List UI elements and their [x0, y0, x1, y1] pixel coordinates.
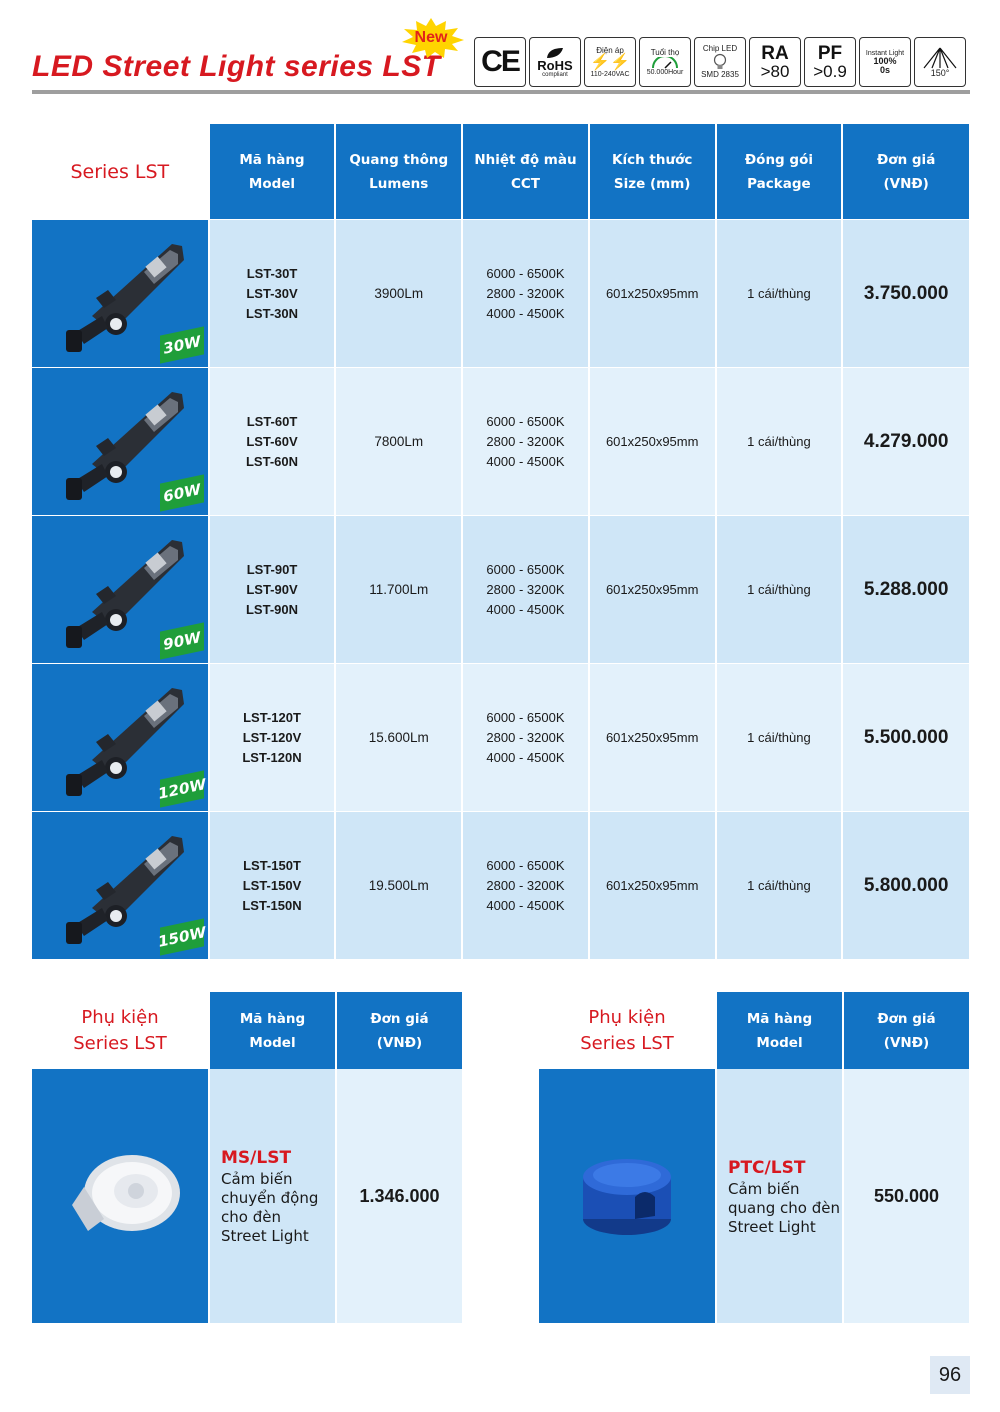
package-cell: 1 cái/thùng: [715, 812, 842, 959]
description-line: Cảm biến: [728, 1179, 800, 1198]
model-code: LST-30N: [245, 305, 298, 321]
table-row: [32, 811, 969, 959]
voltage-value: 110-240VAC: [590, 70, 630, 78]
page-number: 96: [930, 1356, 970, 1394]
wattage-badge: 60W: [160, 474, 204, 511]
ra-label: RA: [761, 43, 789, 64]
model-code: LST-150N: [242, 897, 302, 913]
table-row: [32, 367, 969, 515]
model-code: LST-30V: [246, 285, 298, 301]
column-header-price: [842, 992, 969, 1069]
pf-value: >0.9: [813, 62, 847, 81]
wattage-badge: 30W: [160, 326, 204, 363]
product-image: [32, 1069, 208, 1323]
package-cell: 1 cái/thùng: [715, 516, 842, 663]
header-line: Đơn giá: [370, 1010, 429, 1027]
series-label: Series LST: [32, 124, 208, 219]
model-code: LST-60N: [245, 453, 298, 469]
cct-value: 4000 - 4500K: [486, 305, 565, 321]
certification-icons: [474, 37, 966, 87]
cct-value: 6000 - 6500K: [486, 857, 565, 873]
package-cell: 1 cái/thùng: [715, 220, 842, 367]
lightning-icon: ⚡⚡: [590, 53, 630, 71]
size-cell: 601x250x95mm: [588, 516, 715, 663]
accessory-price: 1.346.000: [335, 1069, 462, 1323]
model-code: LST-120N: [242, 749, 302, 765]
header-line: Kích thước: [612, 151, 693, 168]
model-cell: [208, 220, 335, 367]
model-cell: [208, 664, 335, 811]
lumens-cell: 3900Lm: [334, 220, 461, 367]
header-line: (VNĐ): [883, 175, 929, 192]
column-header-cct: [461, 124, 588, 219]
product-image: [32, 516, 208, 663]
wattage-badge: 90W: [160, 622, 204, 659]
ce-label: CE: [481, 45, 519, 78]
accessory-table-motion-sensor: [32, 992, 462, 1323]
cct-value: 6000 - 6500K: [486, 265, 565, 281]
cct-value: 6000 - 6500K: [486, 709, 565, 725]
beam-icon: [922, 47, 958, 69]
model-code: LST-60T: [246, 413, 298, 429]
table-row: [32, 663, 969, 811]
lumens-cell: 15.600Lm: [334, 664, 461, 811]
model-cell: [208, 812, 335, 959]
header-line: Mã hàng: [239, 151, 305, 168]
column-header-price: [841, 124, 969, 219]
chip-value: SMD 2835: [701, 70, 739, 79]
model-cell: [208, 516, 335, 663]
voltage-label: Điện áp: [596, 45, 624, 55]
model-code: LST-90T: [246, 561, 298, 577]
cct-value: 2800 - 3200K: [486, 581, 565, 597]
price-cell: 5.800.000: [841, 812, 969, 959]
accessory-label: [32, 992, 208, 1069]
header-line: Model: [248, 175, 296, 192]
package-cell: 1 cái/thùng: [715, 368, 842, 515]
lifetime-value: 50.000Hour: [646, 68, 684, 76]
model-code: LST-90V: [246, 581, 298, 597]
model-code: LST-120T: [243, 709, 301, 725]
product-image: [32, 220, 208, 367]
lifetime-label: Tuổi thọ: [650, 47, 680, 57]
accessory-table-photocell: [539, 992, 969, 1323]
model-code: LST-90N: [245, 601, 298, 617]
accessory-label-line: Phụ kiện: [588, 1006, 666, 1028]
column-header-price: [335, 992, 462, 1069]
header-line: Model: [249, 1034, 296, 1051]
column-header-lumens: [334, 124, 461, 219]
cct-value: 4000 - 4500K: [486, 749, 565, 765]
cct-value: 6000 - 6500K: [486, 413, 565, 429]
model-code: LST-60V: [246, 433, 298, 449]
description-line: quang cho đèn: [728, 1198, 840, 1217]
lumens-cell: 11.700Lm: [334, 516, 461, 663]
cct-value: 2800 - 3200K: [486, 285, 565, 301]
column-header-package: [715, 124, 842, 219]
package-cell: 1 cái/thùng: [715, 664, 842, 811]
cct-value: 4000 - 4500K: [486, 453, 565, 469]
product-image: [32, 664, 208, 811]
column-header-model: [208, 992, 335, 1069]
instant-time: 0s: [879, 64, 890, 75]
header-line: (VNĐ): [883, 1034, 930, 1051]
gauge-icon: [650, 57, 680, 69]
rohs-icon: [529, 37, 581, 87]
column-header-model: [208, 124, 335, 219]
price-cell: 5.288.000: [841, 516, 969, 663]
header-line: Size (mm): [613, 175, 691, 192]
bulb-icon: [713, 53, 727, 71]
wattage-badge: 150W: [160, 918, 204, 955]
column-header-size: [588, 124, 715, 219]
cct-cell: [461, 812, 588, 959]
product-image: [32, 812, 208, 959]
page-title: LED Street Light series LST: [32, 50, 441, 83]
accessory-description: [208, 1069, 335, 1323]
cct-value: 4000 - 4500K: [486, 897, 565, 913]
voltage-icon: [584, 37, 636, 87]
header-line: Mã hàng: [239, 1010, 306, 1027]
header-line: Nhiệt độ màu: [474, 151, 577, 168]
cct-cell: [461, 516, 588, 663]
rohs-label: RoHS: [537, 57, 573, 73]
header-line: Model: [756, 1034, 803, 1051]
cct-cell: [461, 368, 588, 515]
description-line: Street Light: [221, 1227, 309, 1245]
header-line: Đơn giá: [877, 151, 936, 168]
header-line: CCT: [510, 175, 540, 192]
cct-value: 4000 - 4500K: [486, 601, 565, 617]
table-row: [32, 219, 969, 367]
wattage-badge: 120W: [160, 770, 204, 807]
lumens-cell: 19.500Lm: [334, 812, 461, 959]
size-cell: 601x250x95mm: [588, 812, 715, 959]
size-cell: 601x250x95mm: [588, 368, 715, 515]
header-line: Quang thông: [349, 151, 449, 168]
size-cell: 601x250x95mm: [588, 664, 715, 811]
angle-value: 150°: [930, 67, 950, 78]
product-image: [539, 1069, 715, 1323]
instant-value: 100%: [873, 55, 897, 66]
ra-value: >80: [760, 62, 790, 81]
model-code: LST-120V: [242, 729, 302, 745]
header-line: Đơn giá: [877, 1010, 936, 1027]
table-header: [32, 124, 969, 219]
accessory-label: [539, 992, 715, 1069]
header-line: Lumens: [369, 175, 429, 192]
instant-label: Instant Light: [865, 49, 905, 57]
pf-label: PF: [817, 43, 843, 64]
lifetime-icon: [639, 37, 691, 87]
cct-cell: [461, 220, 588, 367]
photocell-sensor-icon: [539, 1069, 715, 1323]
description-line: chuyển động: [221, 1189, 319, 1207]
new-badge-label: New: [414, 29, 448, 46]
accessory-price: 550.000: [842, 1069, 969, 1323]
cct-value: 2800 - 3200K: [486, 729, 565, 745]
size-cell: 601x250x95mm: [588, 220, 715, 367]
header-line: Package: [747, 175, 811, 192]
motion-sensor-icon: [32, 1069, 208, 1323]
product-image: [32, 368, 208, 515]
header-divider: [32, 90, 970, 94]
model-cell: [208, 368, 335, 515]
model-code: LST-150T: [243, 857, 301, 873]
ce-mark-icon: [474, 37, 526, 87]
cct-cell: [461, 664, 588, 811]
price-cell: 5.500.000: [841, 664, 969, 811]
cct-value: 2800 - 3200K: [486, 433, 565, 449]
cct-value: 6000 - 6500K: [486, 561, 565, 577]
description-line: Cảm biến: [221, 1170, 293, 1188]
header-line: (VNĐ): [376, 1034, 423, 1051]
accessory-label-line: Series LST: [73, 1032, 167, 1054]
product-table: [32, 124, 969, 959]
header-line: Mã hàng: [746, 1010, 813, 1027]
lumens-cell: 7800Lm: [334, 368, 461, 515]
pf-icon: [804, 37, 856, 87]
price-cell: 4.279.000: [841, 368, 969, 515]
table-row: [32, 515, 969, 663]
chip-led-icon: [694, 37, 746, 87]
description-line: Street Light: [728, 1217, 816, 1236]
chip-label: Chip LED: [702, 44, 738, 53]
header-line: Đóng gói: [744, 151, 813, 168]
ra-icon: [749, 37, 801, 87]
instant-light-icon: [859, 37, 911, 87]
new-badge: [398, 18, 464, 58]
model-code: LST-30T: [246, 265, 298, 281]
cct-value: 2800 - 3200K: [486, 877, 565, 893]
accessory-code: PTC/LST: [728, 1157, 806, 1178]
accessory-description: [715, 1069, 842, 1323]
accessory-code: MS/LST: [221, 1148, 292, 1168]
accessory-label-line: Series LST: [580, 1032, 674, 1054]
leaf-icon: [546, 47, 564, 59]
rohs-sub-label: compliant: [542, 71, 568, 78]
description-line: cho đèn: [221, 1208, 281, 1226]
accessory-label-line: Phụ kiện: [81, 1006, 159, 1028]
model-code: LST-150V: [242, 877, 302, 893]
column-header-model: [715, 992, 842, 1069]
price-cell: 3.750.000: [841, 220, 969, 367]
beam-angle-icon: [914, 37, 966, 87]
